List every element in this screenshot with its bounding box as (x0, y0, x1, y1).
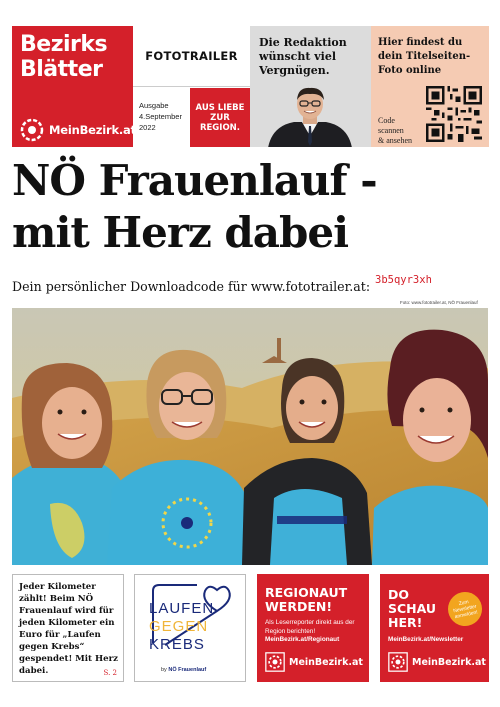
slogan: AUS LIEBE ZUR REGION. (195, 102, 245, 133)
issue-label: Ausgabe (139, 101, 169, 110)
qr-label: Code scannen & ansehen (378, 116, 412, 145)
logo-site: MeinBezirk.at (289, 656, 363, 668)
meinbezirk-circle-icon (388, 652, 408, 672)
download-code-label: Dein persönlicher Downloadcode für www.fototrailer.at: (12, 279, 371, 294)
regionaut-description: Als Leserreporter direkt aus der Region berichten! (265, 619, 355, 635)
divider (133, 86, 250, 87)
titelfoto-box (371, 26, 489, 147)
issue-info (139, 100, 182, 133)
newsletter-box[interactable] (380, 574, 489, 682)
newsletter-link[interactable]: MeinBezirk.at/Newsletter (388, 636, 464, 643)
page-title: NÖ Frauenlauf - mit Herz dabei (12, 156, 377, 257)
slogan-box (190, 88, 250, 147)
meinbezirk-logo-small (265, 652, 363, 672)
logo-site: MeinBezirk.at (49, 123, 136, 137)
issue-year: 2022 (139, 123, 156, 132)
regionaut-title: REGIONAUT WERDEN! (265, 585, 348, 614)
titelfoto-text: Hier findest du dein Titelseiten- Foto online (378, 37, 471, 76)
download-code[interactable]: 3b5qyr3xh (375, 274, 432, 286)
meinbezirk-circle-icon (20, 118, 44, 142)
logo-word-gegen: GEGEN (149, 618, 209, 635)
newsletter-badge: Zum Newsletter anmelden! (445, 589, 485, 629)
logo-line-1: Bezirks (20, 32, 108, 57)
teaser-text: Jeder Kilometer zählt! Beim NÖ Frauenlauf wird für jeden Kilometer ein Euro für „Laufen gegen Krebs“ gespendet! Mit Herz dabei. (19, 582, 118, 676)
issue-date: 4.September (139, 112, 182, 121)
meinbezirk-circle-icon (265, 652, 285, 672)
section-label-box (133, 26, 250, 86)
qr-code[interactable] (426, 86, 482, 142)
logo-word-krebs: KREBS (149, 636, 205, 653)
logo-site: MeinBezirk.at (412, 656, 486, 668)
redaktion-text: Die Redaktion wünscht viel Vergnügen. (259, 36, 347, 77)
regionaut-text (265, 619, 365, 645)
logo-byline (161, 667, 206, 673)
byline-org: NÖ Frauenlauf (168, 667, 207, 673)
regionaut-link[interactable]: MeinBezirk.at/Regionaut (265, 636, 340, 643)
meinbezirk-logo (20, 118, 136, 142)
logo-word-laufen: LAUFEN (149, 600, 215, 617)
photo-credit: Foto: www.fototrailer.at, NÖ Frauenlauf (400, 300, 478, 305)
logo-title (20, 32, 107, 82)
editor-portrait (264, 86, 356, 147)
group-photo (12, 308, 488, 565)
meinbezirk-logo-small (388, 652, 486, 672)
page-reference: S. 2 (103, 669, 117, 677)
logo-line-2: Blätter (20, 57, 103, 82)
regionaut-box[interactable] (257, 574, 369, 682)
newsletter-title: DO SCHAU HER! (388, 587, 437, 630)
redaktion-box (250, 26, 371, 147)
teaser-box-text[interactable] (12, 574, 124, 682)
laufen-gegen-krebs-logo-box[interactable] (134, 574, 246, 682)
bezirksblaetter-logo (12, 26, 136, 147)
section-label: FOTOTRAILER (145, 49, 238, 63)
byline-by: by (161, 667, 167, 673)
